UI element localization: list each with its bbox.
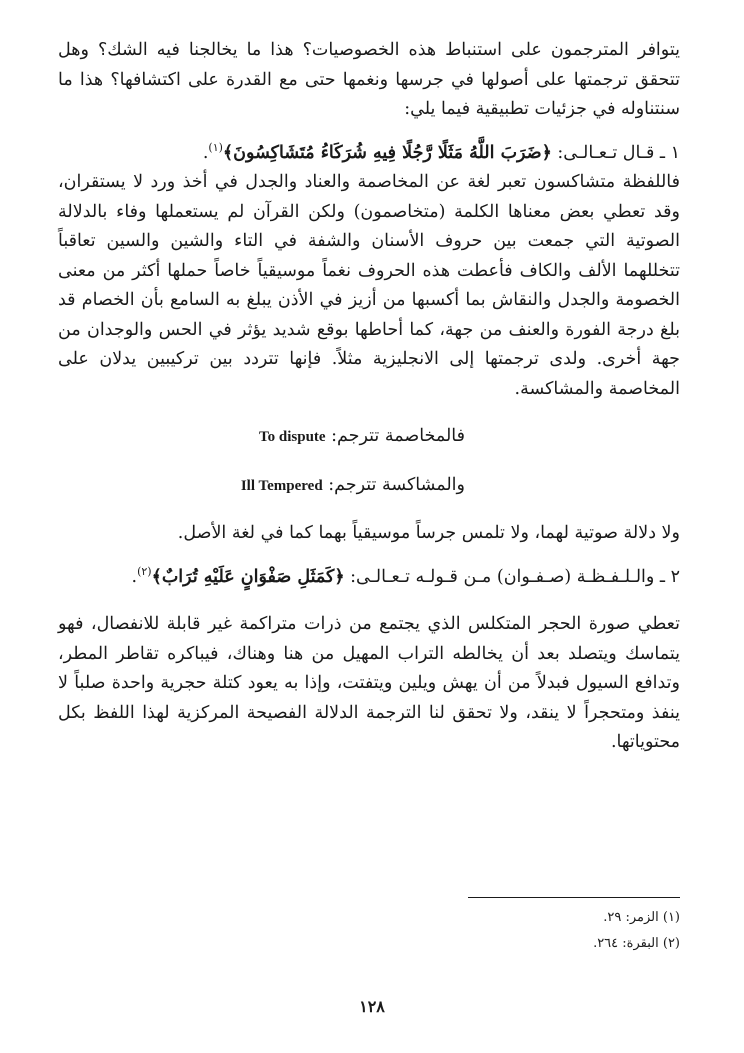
paragraph-analysis-2: تعطي صورة الحجر المتكلس الذي يجتمع من ذرات متراكمة غير قابلة للانفصال، فهو يتماسك ويتصلد بعد أن يخالطه التراب المهيل من هنا وهناك، فيباكره تقاطر المطر، وتدافع السيول فبدلاً من أن يهش ويلين ويتفتت، وإذا به يعود كتلة حجرية واحدة صلباً لا ينفذ ومتحجراً لا ينقد، ولا تحقق لنا الترجمة الدلالة الفصيحة المركزية لهذا اللفظ بكل محتوياتها. — [58, 614, 680, 752]
footnotes — [380, 905, 680, 957]
paragraph-no-phonetic: ولا دلالة صوتية لهما، ولا تلمس جرساً موسيقياً بهما كما في لغة الأصل. — [177, 523, 680, 543]
quran-example-2 — [58, 563, 680, 593]
translation-1-english: To dispute — [259, 429, 326, 445]
translation-2-label: والمشاكسة تترجم: — [322, 474, 465, 495]
quran-verse-1: ﴿ضَرَبَ اللَّهُ مَثَلًا رَّجُلًا فِيهِ شُرَكَاءُ مُتَشَاكِسُونَ﴾ — [222, 142, 552, 163]
translation-line-1 — [58, 422, 680, 453]
example-1-end: . — [202, 142, 209, 163]
page-body — [58, 36, 680, 758]
example-1-intro: ١ ـ قـال تـعـالـى: — [551, 142, 680, 163]
footnote-ref-1[interactable]: (١) — [208, 140, 223, 154]
footnote-ref-2[interactable]: (٢) — [137, 564, 152, 578]
paragraph-analysis-1: فاللفظة متشاكسون تعبر لغة عن المخاصمة والعناد والجدل في أخذ ورد لا يستقران، وقد تعطي بعض معناها الكلمة (متخاصمون) ولكن القرآن لم يستعملها وفاء بالدلالة الصوتية التي جمعت بين حروف الأسنان والشفة في التاء والشين والسين تعاقباً تتخللهما الألف والكاف فأعطت هذه الحروف نغماً موسيقياً خاصاً حملها أكثر من معنى الخصومة والجدل والنقاش بما أكسبها من أزيز في الأذن يبلغ به السامع بأن الخصام قد بلغ درجة الفورة والعنف من جهة، كما أحاطها بوقع شديد يؤثر في الحس والوجدان من جهة أخرى. ولدى ترجمتها إلى الانجليزية مثلاً. فإنها تتردد بين تركيبين يدلان على المخاصمة والمشاكسة. — [58, 172, 680, 399]
quran-verse-2: ﴿كَمَثَلِ صَفْوَانٍ عَلَيْهِ تُرَابٌ﴾ — [151, 566, 345, 587]
example-2-intro: ٢ ـ والـلـفـظـة (صـفـوان) مـن قـولـه تـعـالـى: — [344, 566, 680, 587]
example-2-end: . — [131, 566, 138, 587]
translation-line-2 — [58, 471, 680, 502]
translation-1-label: فالمخاصمة تترجم: — [325, 426, 465, 446]
footnote-1: (١) الزمر: ٢٩. — [603, 910, 680, 925]
footnote-2: (٢) البقرة: ٢٦٤. — [593, 936, 680, 951]
translation-2-english: Ill Tempered — [240, 477, 323, 494]
quran-example-1 — [58, 139, 680, 169]
page-number: ١٢٨ — [359, 997, 385, 1016]
paragraph-intro: يتوافر المترجمون على استنباط هذه الخصوصيات؟ هذا ما يخالجنا فيه الشك؟ وهل تتحقق ترجمتها على أصولها في جرسها ونغمها حتى مع القدرة على اكتشافها؟ هذا ما سنتناوله في جزئيات تطبيقية فيما يلي: — [58, 40, 680, 119]
footnote-divider — [468, 897, 680, 898]
